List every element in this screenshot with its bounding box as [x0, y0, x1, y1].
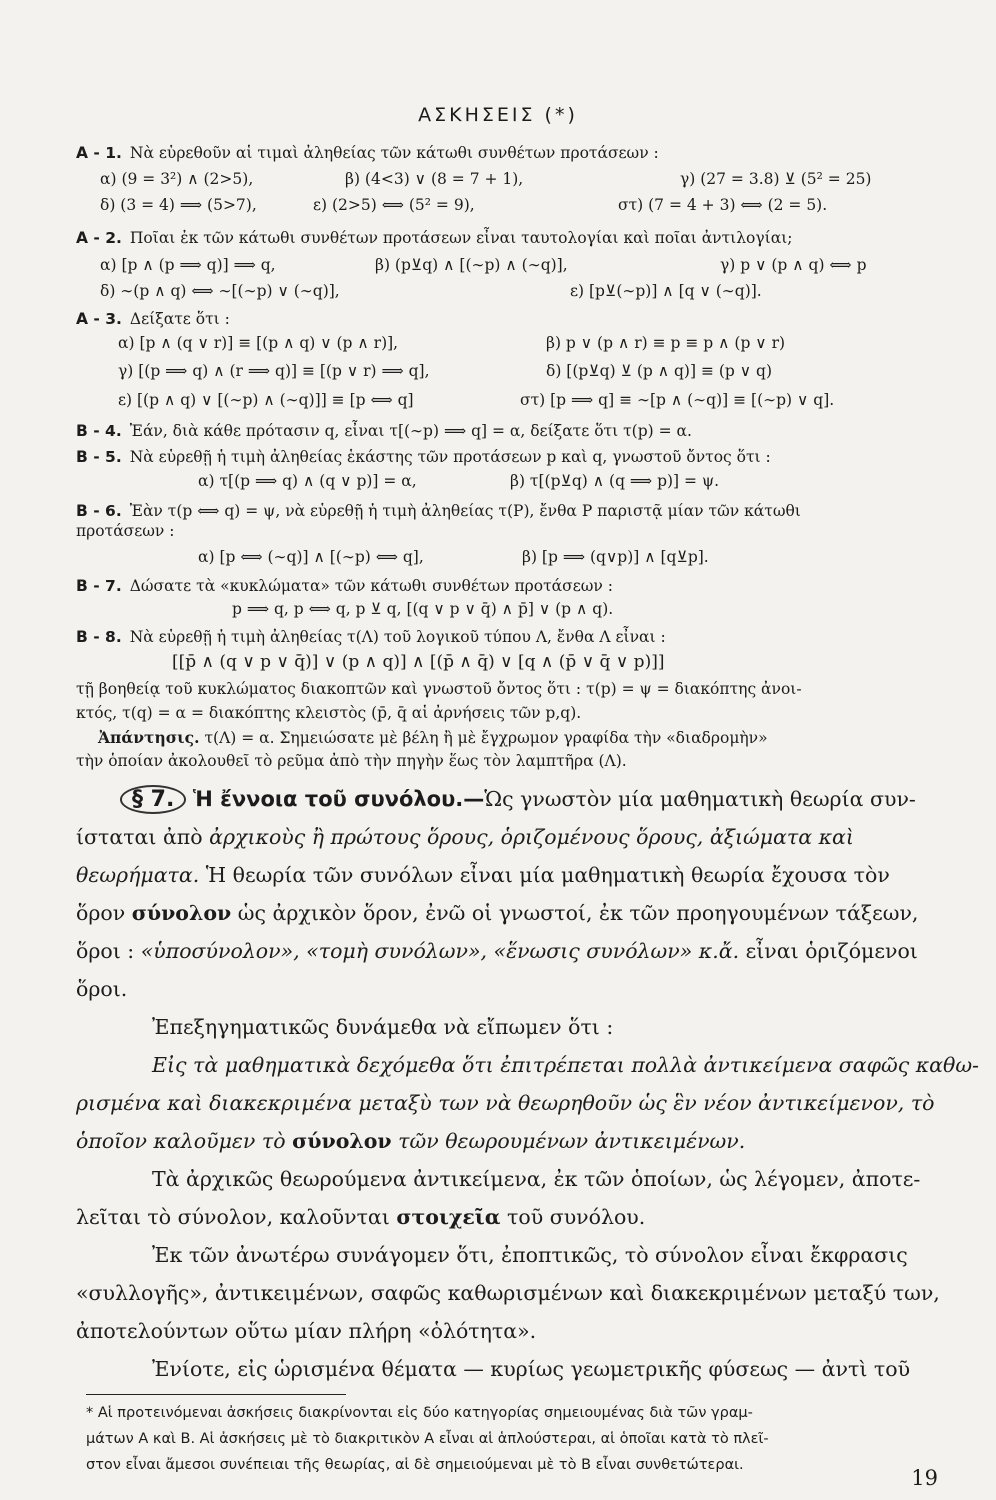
text-line: τῇ βοηθείᾳ τοῦ κυκλώματος διακοπτῶν καὶ γνωστοῦ ὄντος ὅτι : τ(p) = ψ = διακόπτης ἀνοι- — [76, 680, 802, 698]
text-line — [76, 894, 918, 932]
text-line — [76, 1198, 645, 1236]
exercises-heading: ΑΣΚΗΣΕΙΣ (*) — [418, 104, 578, 126]
exercise-number: Β - 7. — [76, 577, 122, 595]
text-span: λεῖται τὸ σύνολον, καλοῦνται — [76, 1205, 390, 1229]
formula-item: γ) (27 = 3.8) ⊻ (5² = 25) — [680, 170, 872, 188]
text-span: ὡς ἀρχικὸν ὅρον, ἐνῶ οἱ γνωστοί, ἐκ τῶν προηγουμένων τάξεων, — [237, 901, 919, 925]
text-line — [76, 818, 854, 856]
exercise-number: Β - 4. — [76, 422, 122, 440]
text-span: ὅροι : — [76, 939, 135, 963]
formula-item: ε) (2>5) ⟺ (5² = 9), — [313, 196, 475, 214]
text-line: Τὰ ἀρχικῶς θεωρούμενα ἀντικείμενα, ἐκ τῶν ὁποίων, ὡς λέγομεν, ἀποτε- — [152, 1167, 921, 1191]
formula-item: α) (9 = 3²) ∧ (2>5), — [100, 170, 254, 188]
formula-item: α) [p ∧ (q ∨ r)] ≡ [(p ∧ q) ∨ (p ∧ r)], — [118, 334, 399, 352]
exercise-number: Β - 5. — [76, 448, 122, 466]
italic-span: «ὑποσύνολον», «τομὴ συνόλων», «ἕνωσις συνόλων» κ.ἄ. — [140, 939, 740, 963]
formula-item: β) τ[(p⊻q) ∧ (q ⟹ p)] = ψ. — [510, 472, 720, 490]
text-line: Ὡς γνωστὸν μία μαθηματικὴ θεωρία συν- — [484, 787, 916, 811]
text-line: Ἐκ τῶν ἀνωτέρω συνάγομεν ὅτι, ἐποπτικῶς, τὸ σύνολον εἶναι ἔκφρασις — [152, 1243, 908, 1267]
text-span: τοῦ συνόλου. — [507, 1205, 646, 1229]
italic-span: ὁποῖον καλοῦμεν τὸ — [76, 1129, 286, 1153]
italic-span: ἀρχικοὺς ἢ πρώτους ὅρους, ὁριζομένους ὅρους, ἀξιώματα καὶ — [209, 825, 854, 849]
section-number: § 7. — [120, 785, 186, 814]
formula-item: ε) [p⊻(∼p)] ∧ [q ∨ (∼q)]. — [570, 282, 762, 300]
formula-item: στ) (7 = 4 + 3) ⟺ (2 = 5). — [618, 196, 828, 214]
formula-item: στ) [p ⟹ q] ≡ ∼[p ∧ (∼q)] ≡ [(∼p) ∨ q]. — [520, 391, 835, 409]
bold-term: στοιχεῖα — [396, 1205, 501, 1229]
formula-item: δ) (3 = 4) ⟹ (5>7), — [100, 196, 257, 214]
text-line: «συλλογῆς», ἀντικειμένων, σαφῶς καθωρισμένων καὶ διακεκριμένων μεταξύ των, — [76, 1281, 940, 1305]
exercise-prompt: Νὰ εὑρεθῇ ἡ τιμὴ ἀληθείας τ(Λ) τοῦ λογικοῦ τύπου Λ, ἔνθα Λ εἶναι : — [129, 628, 666, 646]
definition-line: ρισμένα καὶ διακεκριμένα μεταξὺ των νὰ θεωρηθοῦν ὡς ἓν νέον ἀντικείμενον, τὸ — [76, 1091, 935, 1115]
exercise-prompt: Δώσατε τὰ «κυκλώματα» τῶν κάτωθι συνθέτων προτάσεων : — [129, 577, 613, 595]
exercise-prompt: Δείξατε ὅτι : — [129, 310, 230, 328]
text-span: εἶναι ὁριζόμενοι — [745, 939, 918, 963]
text-line: Ἐνίοτε, εἰς ὡρισμένα θέματα — κυρίως γεωμετρικῆς φύσεως — ἀντὶ τοῦ — [152, 1357, 911, 1381]
text-line: τὴν ὁποίαν ἀκολουθεῖ τὸ ρεῦμα ἀπὸ τὴν πηγὴν ἕως τὸν λαμπτῆρα (Λ). — [76, 752, 627, 770]
text-line: κτός, τ(q) = α = διακόπτης κλειστὸς (p̄, q̄ αἱ ἀρνήσεις τῶν p,q). — [76, 704, 582, 722]
text-line: Ἐπεξηγηματικῶς δυνάμεθα νὰ εἴπωμεν ὅτι : — [152, 1015, 614, 1039]
formula-item: γ) [(p ⟹ q) ∧ (r ⟹ q)] ≡ [(p ∨ r) ⟹ q], — [118, 362, 430, 380]
logic-formula: [[p̄ ∧ (q ∨ p ∨ q̄)] ∨ (p ∧ q)] ∧ [(p̄ ∧ q̄) ∨ [q ∧ (p̄ ∨ q̄ ∨ p)]] — [172, 652, 665, 672]
footnote-divider — [86, 1394, 346, 1395]
formula-item: p ⟹ q, p ⟺ q, p ⊻ q, [(q ∨ p ∨ q̄) ∧ p̄] ∨ (p ∧ q). — [232, 600, 614, 618]
exercise-number: Α - 1. — [76, 144, 122, 162]
exercise-b5 — [76, 446, 936, 468]
footnote-line: * Αἱ προτεινόμεναι ἀσκήσεις διακρίνονται εἰς δύο κατηγορίας σημειουμένας διὰ τῶν γραμ- — [86, 1405, 753, 1421]
formula-item: β) [p ⟹ (q∨p)] ∧ [q⊻p]. — [522, 548, 709, 566]
exercise-number: Α - 2. — [76, 229, 122, 247]
exercise-number: Β - 6. — [76, 502, 122, 520]
footnote — [86, 1400, 946, 1478]
exercise-prompt: Ἐὰν τ(p ⟺ q) = ψ, νὰ εὑρεθῇ ἡ τιμὴ ἀληθείας τ(P), ἔνθα P παριστᾷ μίαν τῶν κάτωθι — [129, 502, 801, 520]
answer-line — [76, 728, 768, 747]
text-line: ἀποτελούντων οὕτω μίαν πλήρη «ὁλότητα». — [76, 1319, 537, 1343]
bold-term: σύνολον — [131, 901, 232, 925]
exercise-a3 — [76, 308, 936, 330]
exercise-b4 — [76, 420, 936, 442]
bold-term: σύνολον — [292, 1129, 392, 1153]
section-title: Ἡ ἔννοια τοῦ συνόλου.— — [192, 787, 485, 811]
answer-label: Ἀπάντησις. — [98, 728, 200, 747]
formula-item: β) (4<3) ∨ (8 = 7 + 1), — [345, 170, 524, 188]
text-line — [76, 932, 918, 970]
formula-item: α) [p ⟺ (∼q)] ∧ [(∼p) ⟺ q], — [198, 548, 424, 566]
formula-item: δ) [(p⊻q) ⊻ (p ∧ q)] ≡ (p ∨ q) — [546, 362, 772, 380]
definition-line — [76, 1122, 745, 1160]
exercise-prompt-continued: προτάσεων : — [76, 522, 175, 540]
formula-item: γ) p ∨ (p ∧ q) ⟺ p — [720, 256, 867, 274]
formula-item: β) p ∨ (p ∧ r) ≡ p ≡ p ∧ (p ∨ r) — [546, 334, 786, 352]
formula-item: α) [p ∧ (p ⟹ q)] ⟹ q, — [100, 256, 276, 274]
formula-item: δ) ∼(p ∧ q) ⟺ ∼[(∼p) ∨ (∼q)], — [100, 282, 340, 300]
formula-item: β) (p⊻q) ∧ [(∼p) ∧ (∼q)], — [375, 256, 568, 274]
italic-span: τῶν θεωρουμένων ἀντικειμένων. — [398, 1129, 746, 1153]
exercise-number: Β - 8. — [76, 628, 122, 646]
exercise-prompt: Νὰ εὑρεθοῦν αἱ τιμαὶ ἀληθείας τῶν κάτωθι συνθέτων προτάσεων : — [129, 144, 659, 162]
text-span: ίσταται ἀπὸ — [76, 825, 203, 849]
exercise-a1 — [76, 142, 936, 164]
exercise-b8 — [76, 626, 936, 648]
exercise-b6 — [76, 500, 936, 522]
exercise-prompt: Ποῖαι ἐκ τῶν κάτωθι συνθέτων προτάσεων εἶναι ταυτολογίαι καὶ ποῖαι ἀντιλογίαι; — [129, 229, 793, 247]
exercise-a2 — [76, 227, 936, 249]
exercise-prompt: Νὰ εὑρεθῇ ἡ τιμὴ ἀληθείας ἑκάστης τῶν προτάσεων p καὶ q, γνωστοῦ ὄντος ὅτι : — [129, 448, 771, 466]
section-heading-line — [120, 780, 916, 819]
footnote-line: μάτων Α καὶ Β. Αἱ ἀσκήσεις μὲ τὸ διακριτικὸν Α εἶναι αἱ ἁπλούστεραι, αἱ ὁποῖαι κατὰ τὸ πλεῖ- — [86, 1431, 769, 1447]
definition-line: Εἰς τὰ μαθηματικὰ δεχόμεθα ὅτι ἐπιτρέπεται πολλὰ ἀντικείμενα σαφῶς καθω- — [152, 1053, 979, 1077]
text-span: ὅρον — [76, 901, 126, 925]
italic-span: θεωρήματα. — [76, 863, 200, 887]
text-line: ὅροι. — [76, 977, 128, 1001]
exercise-number: Α - 3. — [76, 310, 122, 328]
answer-text: τ(Λ) = α. Σημειώσατε μὲ βέλη ἢ μὲ ἔγχρωμον γραφίδα τὴν «διαδρομὴν» — [204, 729, 768, 747]
exercise-text: Ἐάν, διὰ κάθε πρότασιν q, εἶναι τ[(∼p) ⟹ q] = α, δείξατε ὅτι τ(p) = α. — [129, 422, 692, 440]
text-line — [76, 856, 890, 894]
text-span: Ἡ θεωρία τῶν συνόλων εἶναι μία μαθηματικὴ θεωρία ἔχουσα τὸν — [205, 863, 890, 887]
formula-item: α) τ[(p ⟹ q) ∧ (q ∨ p)] = α, — [198, 472, 417, 490]
exercise-b7 — [76, 575, 936, 597]
formula-item: ε) [(p ∧ q) ∨ [(∼p) ∧ (∼q)]] ≡ [p ⟺ q] — [118, 391, 414, 409]
footnote-line: στον εἶναι ἄμεσοι συνέπειαι τῆς θεωρίας, αἱ δὲ σημειούμεναι μὲ τὸ Β εἶναι συνθετώτεραι. — [86, 1457, 744, 1473]
page-number: 19 — [911, 1466, 938, 1490]
